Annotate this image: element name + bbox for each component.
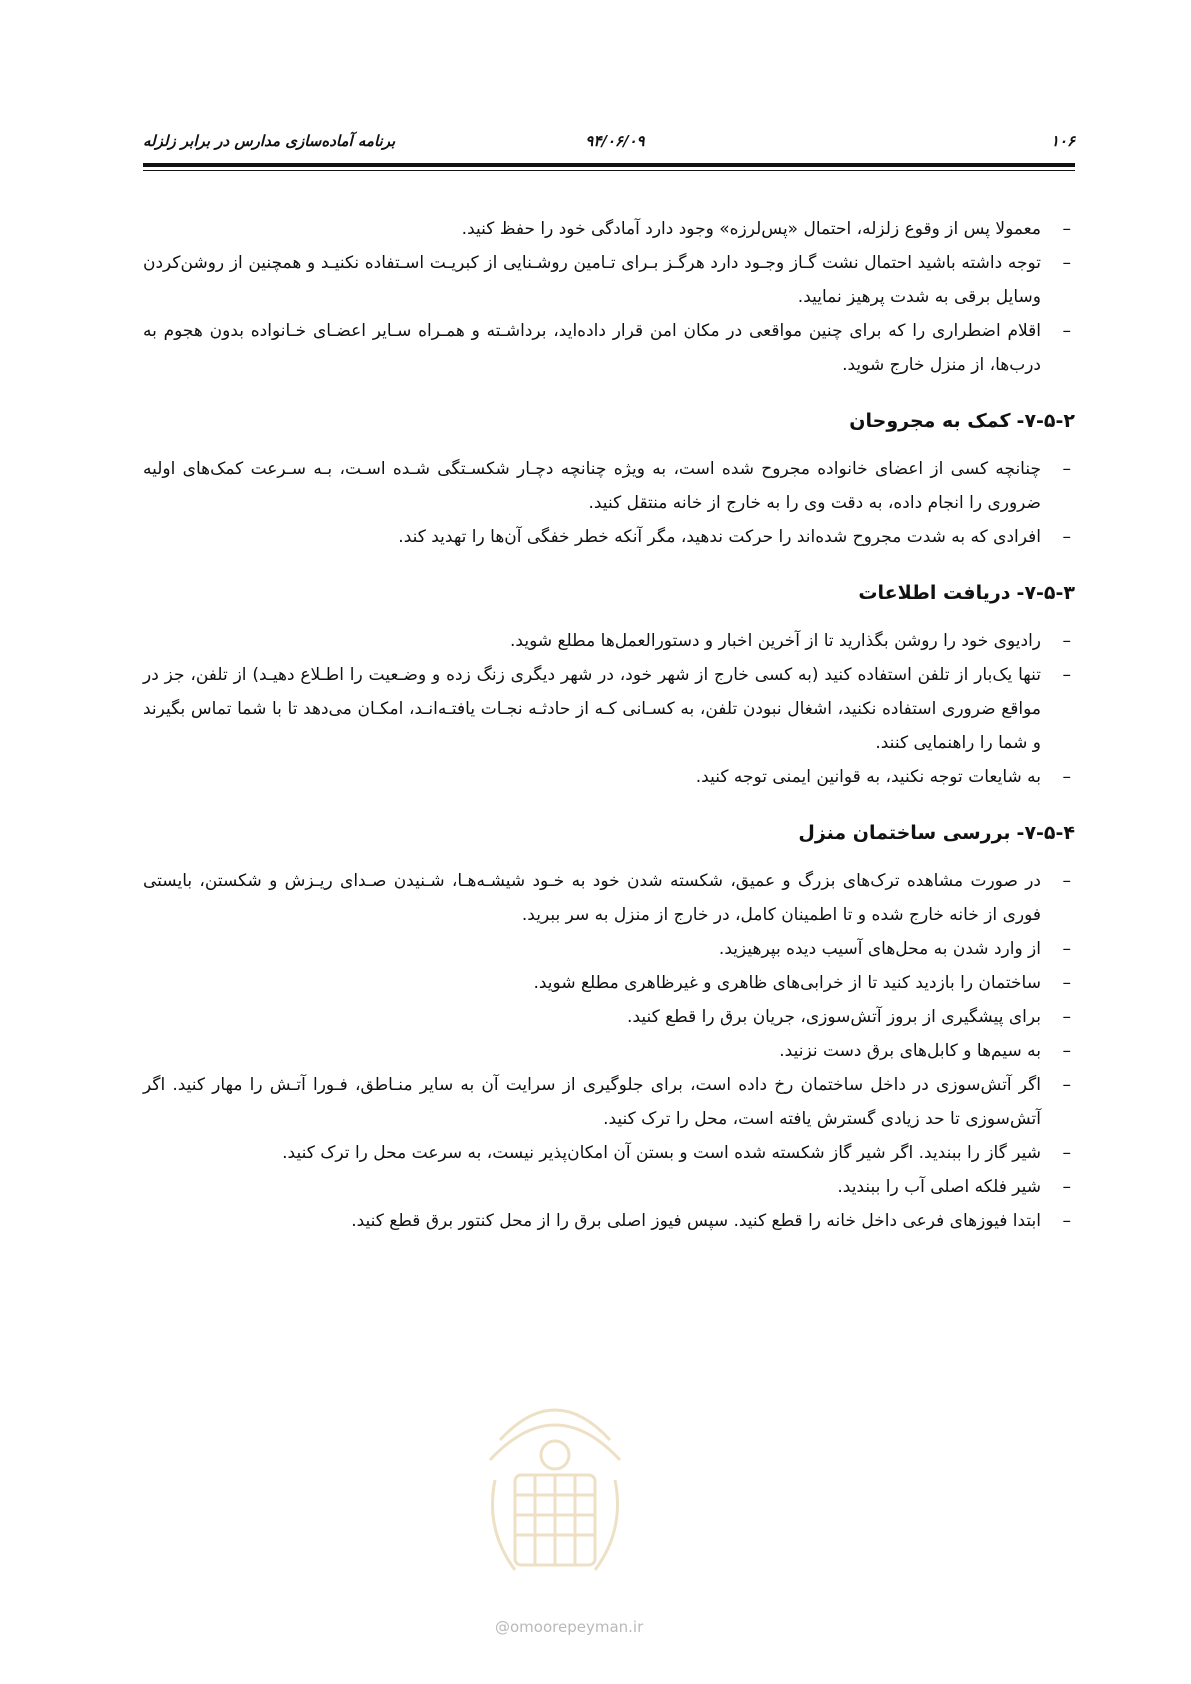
- list-item: [143, 1034, 1075, 1068]
- list-item-text: برای پیشگیری از بروز آتش‌سوزی، جریان برق را قطع کنید.: [627, 1007, 1041, 1027]
- list-item: [143, 1136, 1075, 1170]
- bullet-dash: –: [1062, 1007, 1071, 1027]
- list-item-text: اقلام اضطراری را که برای چنین مواقعی در مکان امن قرار داده‌اید، برداشـته و همـراه سـایر اعضـای خـانواده بدون هجوم به درب‌ها، از منزل خارج شوید.: [143, 321, 1041, 375]
- section-heading-information: [143, 576, 1075, 610]
- page-body: [143, 212, 1075, 1238]
- list-item-text: شیر فلکه اصلی آب را ببندید.: [837, 1177, 1041, 1197]
- list-item-text: توجه داشته باشید احتمال نشت گـاز وجـود دارد هرگـز بـرای تـامین روشـنایی از کبریـت اسـتفاده نکنیـد و همچنین از روشن‌کردن وسایل برقی به شدت پرهیز نمایید.: [143, 253, 1041, 307]
- bullet-dash: –: [1062, 1075, 1071, 1095]
- list-item-text: ساختمان را بازدید کنید تا از خرابی‌های ظاهری و غیرظاهری مطلع شوید.: [533, 973, 1041, 993]
- bullet-dash: –: [1062, 219, 1071, 239]
- document-title: برنامه آماده‌سازی مدارس در برابر زلزله: [143, 132, 396, 150]
- intro-list: [143, 212, 1075, 382]
- bullet-dash: –: [1062, 253, 1071, 273]
- section-title: دریافت اطلاعات: [858, 582, 1011, 604]
- list-item-text: در صورت مشاهده ترک‌های بزرگ و عمیق، شکسته شدن خود به خـود شیشـه‌هـا، شـنیدن صـدای ریـزش و شکستن، بایستی فوری از خانه خارج شده و تا اطمینان کامل، در خارج از منزل به سر ببرید.: [143, 871, 1041, 925]
- list-item: [143, 520, 1075, 554]
- page-number: ۱۰۶: [1050, 132, 1075, 150]
- bullet-dash: –: [1062, 527, 1071, 547]
- page-header: [143, 128, 1075, 158]
- bullet-dash: –: [1062, 1143, 1071, 1163]
- bullet-dash: –: [1062, 1041, 1071, 1061]
- list-item: [143, 760, 1075, 794]
- bullet-dash: –: [1062, 871, 1071, 891]
- bullet-dash: –: [1062, 767, 1071, 787]
- bullet-dash: –: [1062, 1211, 1071, 1231]
- list-item: [143, 1000, 1075, 1034]
- watermark-seal-icon: [470, 1380, 640, 1590]
- section-number: ۷-۵-۴-: [1016, 822, 1075, 844]
- section-title: بررسی ساختمان منزل: [798, 822, 1011, 844]
- list-item-text: رادیوی خود را روشن بگذارید تا از آخرین اخبار و دستورالعمل‌ها مطلع شوید.: [510, 631, 1041, 651]
- list-item-text: به سیم‌ها و کابل‌های برق دست نزنید.: [779, 1041, 1041, 1061]
- section-heading-building: [143, 816, 1075, 850]
- list-item: [143, 624, 1075, 658]
- list-item: [143, 932, 1075, 966]
- list-item-text: از وارد شدن به محل‌های آسیب دیده بپرهیزید.: [718, 939, 1041, 959]
- list-item: [143, 864, 1075, 932]
- bullet-dash: –: [1062, 939, 1071, 959]
- list-item: [143, 1068, 1075, 1136]
- list-item-text: معمولا پس از وقوع زلزله، احتمال «پس‌لرزه» وجود دارد آمادگی خود را حفظ کنید.: [461, 219, 1041, 239]
- list-item: [143, 246, 1075, 314]
- bullet-dash: –: [1062, 459, 1071, 479]
- section-title: کمک به مجروحان: [849, 410, 1011, 432]
- list-item-text: ابتدا فیوزهای فرعی داخل خانه را قطع کنید. سپس فیوز اصلی برق را از محل کنتور برق قطع کنید.: [351, 1211, 1041, 1231]
- list-item: [143, 314, 1075, 382]
- list-item: [143, 1204, 1075, 1238]
- section-list-information: [143, 624, 1075, 794]
- section-list-building: [143, 864, 1075, 1238]
- list-item: [143, 1170, 1075, 1204]
- section-number: ۷-۵-۲-: [1016, 410, 1075, 432]
- bullet-dash: –: [1062, 973, 1071, 993]
- bullet-dash: –: [1062, 631, 1071, 651]
- section-number: ۷-۵-۳-: [1016, 582, 1075, 604]
- bullet-dash: –: [1062, 665, 1071, 685]
- document-date: ۹۴/۰۶/۰۹: [585, 132, 645, 150]
- list-item-text: شیر گاز را ببندید. اگر شیر گاز شکسته شده است و بستن آن امکان‌پذیر نیست، به سرعت محل را ترک کنید.: [282, 1143, 1041, 1163]
- list-item-text: افرادی که به شدت مجروح شده‌اند را حرکت ندهید، مگر آنکه خطر خفگی آن‌ها را تهدید کند.: [398, 527, 1041, 547]
- list-item: [143, 452, 1075, 520]
- watermark-url-text: omoorepeyman.ir: [510, 1618, 644, 1636]
- watermark-url: @omoorepeyman.ir: [495, 1618, 644, 1636]
- section-heading-injured: [143, 404, 1075, 438]
- list-item-text: تنها یک‌بار از تلفن استفاده کنید (به کسی خارج از شهر خود، در شهر دیگری زنگ زده و وضـعیت را اطـلاع دهیـد) از تلفن، جز در مواقع ضروری استفاده نکنید، اشغال نبودن تلفن، به کسـانی کـه از حادثـه نجـات یافتـه‌انـد، امکـان می‌دهد تا با شما تماس بگیرند و شما را راهنمایی کنند.: [143, 665, 1041, 753]
- list-item-text: به شایعات توجه نکنید، به قوانین ایمنی توجه کنید.: [695, 767, 1041, 787]
- list-item: [143, 212, 1075, 246]
- list-item-text: اگر آتش‌سوزی در داخل ساختمان رخ داده است، برای جلوگیری از سرایت آن به سایر منـاطق، فـورا آتـش را مهار کنید. اگر آتش‌سوزی تا حد زیادی گسترش یافته است، محل را ترک کنید.: [143, 1075, 1041, 1129]
- bullet-dash: –: [1062, 1177, 1071, 1197]
- bullet-dash: –: [1062, 321, 1071, 341]
- header-rule-thick: [143, 163, 1075, 167]
- list-item: [143, 966, 1075, 1000]
- list-item-text: چنانچه کسی از اعضای خانواده مجروح شده است، به ویژه چنانچه دچـار شکسـتگی شـده اسـت، بـه سـرعت کمک‌های اولیه ضروری را انجام داده، به دقت وی را به خارج از خانه منتقل کنید.: [143, 459, 1041, 513]
- list-item: [143, 658, 1075, 760]
- header-rule-thin: [143, 170, 1075, 171]
- section-list-injured: [143, 452, 1075, 554]
